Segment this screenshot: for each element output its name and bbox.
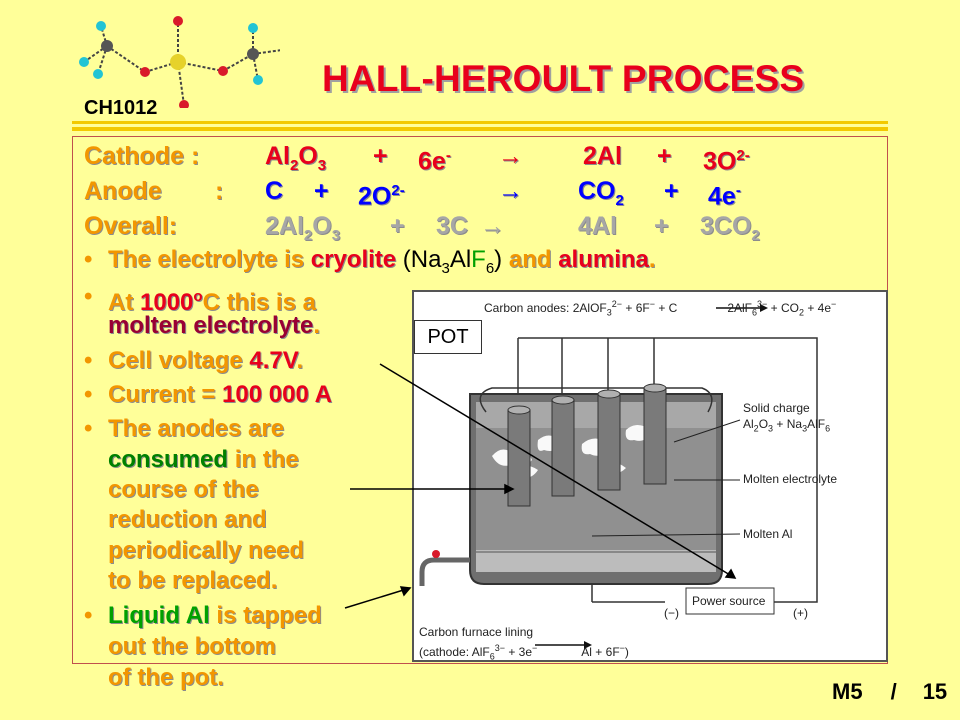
cathode-reactant: $Al_2O_3$ [265,142,327,174]
overall-arrow: → [480,212,505,240]
cathode-product-oxide: $3O^{2-}$ [703,147,750,176]
overall-product-co2: $3CO_2$ [700,212,760,244]
bullet-temperature-line1: At 1000$^o$C this is a [108,288,316,316]
power-source-label: Power source [692,594,766,608]
positive-terminal-label: (+) [793,606,808,620]
cathode-plus-1: + [373,142,388,170]
bullet-voltage-text: Cell voltage 4.7V. [108,347,304,374]
bullet-dot: • [84,347,93,374]
anode-label: Anode [84,177,162,205]
bullet-tapping-line3: of the pot. [108,664,224,691]
bullet-tapping-line1: Liquid Al is tapped [108,602,322,629]
solid-charge-label: Solid charge $Al_2O_3 + Na_3AlF_6$ [743,401,831,434]
anode-colon: : [215,177,224,205]
pot-label-box: POT [414,320,482,354]
bullet-anodes-line2: consumed in the [108,446,299,473]
overall-product-al: 4Al [578,212,617,240]
bullet-anodes-line6: to be replaced. [108,567,278,594]
cathode-arrow: → [498,142,523,170]
negative-terminal-label: (−) [664,606,679,620]
cathode-plus-2: + [657,142,672,170]
anode-oxide-ion: $2O^{2-}$ [358,182,405,211]
anode-carbon: C [265,177,284,205]
bullet-dot: • [84,415,93,442]
slide-title: HALL-HEROULT PROCESS [322,58,805,99]
molten-electrolyte-label: Molten electrolyte [743,472,838,486]
bullet-current-text: Current = 100 000 A [108,381,332,408]
bullet-anodes-line3: course of the [108,476,259,503]
course-code: CH1012 [84,97,158,119]
overall-plus-2: + [654,212,669,240]
carbon-anodes-caption: Carbon anodes: 2AlOF$_3^{2-}$ + 6F− + C $2AlF_6^{3-} + CO_2 + 4e^-$ [484,299,837,318]
cathode-electrons: 6e- [418,147,451,176]
anode-arrow: → [498,177,523,205]
anode-product-co2: $CO_2$ [578,177,624,209]
anode-plus-1: + [314,177,329,205]
anode-plus-2: + [664,177,679,205]
overall-reactant-alumina: $2Al_2O_3$ [265,212,341,244]
bullet-electrolyte-text: The electrolyte is cryolite $(Na_3AlF_6)$ and alumina. [108,246,656,277]
overall-plus-1: + [390,212,405,240]
module-label: M5 [832,679,863,704]
overall-reactant-carbon: 3C [436,212,468,240]
cathode-label: Cathode : [84,142,200,170]
overall-label: Overall: [84,212,178,240]
bullet-tapping-line2: out the bottom [108,633,276,660]
slide-number [832,679,947,705]
bullet-anodes-line4: reduction and [108,506,267,533]
molten-al-label: Molten Al [743,527,793,541]
page-number: 15 [922,679,948,704]
anode-electrons: 4e- [708,182,741,211]
bullet-anodes-line1: The anodes are [108,415,285,442]
bullet-temperature-line2: molten electrolyte. [108,312,321,339]
bullet-dot: • [84,381,93,408]
carbon-lining-label: Carbon furnace lining (cathode: AlF$_6^{3-}$ + 3e− Al + 6F−) [419,625,629,662]
cathode-product-al: 2Al [583,142,622,170]
slide-separator: / [890,679,897,704]
bullet-anodes-line5: periodically need [108,537,305,564]
bullet-dot: • [84,283,93,310]
bullet-dot: • [84,246,93,273]
bullet-dot: • [84,602,93,629]
